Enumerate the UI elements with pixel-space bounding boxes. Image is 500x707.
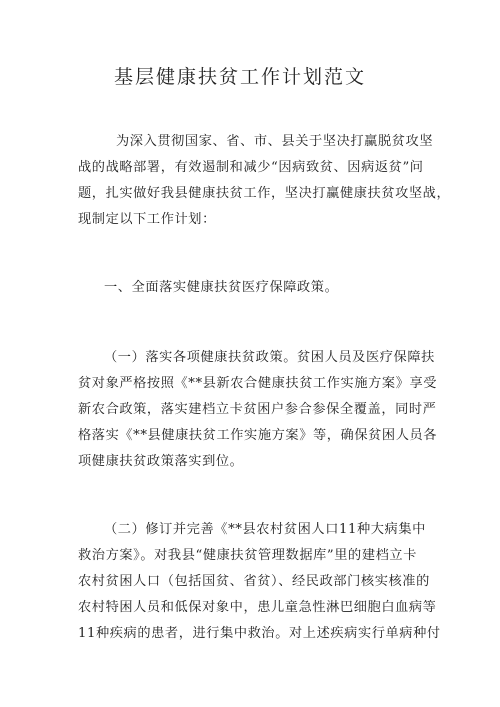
item1-line: 新农合政策，落实建档立卡贫困户参合参保全覆盖，同时严 <box>78 402 437 417</box>
item1-line: 项健康扶贫政策落实到位。 <box>78 454 244 469</box>
item2-line: （二）修订并完善《**县农村贫困人口11种大病集中 <box>104 522 426 537</box>
item1-line: 格落实《**县健康扶贫工作实施方案》等，确保贫困人员各 <box>78 428 438 443</box>
item2-line: 农村特困人员和低保对象中，患儿童急性淋巴细胞白血病等 <box>78 600 437 615</box>
section-heading: 一、全面落实健康扶贫医疗保障政策。 <box>104 280 339 295</box>
item1-line: 贫对象严格按照《**县新农合健康扶贫工作实施方案》享受 <box>78 376 438 391</box>
document-title: 基层健康扶贫工作计划范文 <box>114 66 367 88</box>
intro-line: 战的战略部署，有效遏制和减少“因病致贫、因病返贫”问 <box>78 160 424 175</box>
intro-line: 题，扎实做好我县健康扶贫工作，坚决打赢健康扶贫攻坚战， <box>78 186 451 201</box>
item2-line: 农村贫困人口（包括国贫、省贫）、经民政部门核实核准的 <box>78 574 430 589</box>
item2-line: 救治方案》。对我县“健康扶贫管理数据库”里的建档立卡 <box>78 548 417 563</box>
item1-line: （一）落实各项健康扶贫政策。贫困人员及医疗保障扶 <box>104 350 435 365</box>
intro-line: 现制定以下工作计划： <box>78 212 216 227</box>
item2-line: 11种疾病的患者，进行集中救治。对上述疾病实行单病种付 <box>78 626 441 641</box>
intro-line: 为深入贯彻国家、省、市、县关于坚决打赢脱贫攻坚 <box>116 134 434 149</box>
